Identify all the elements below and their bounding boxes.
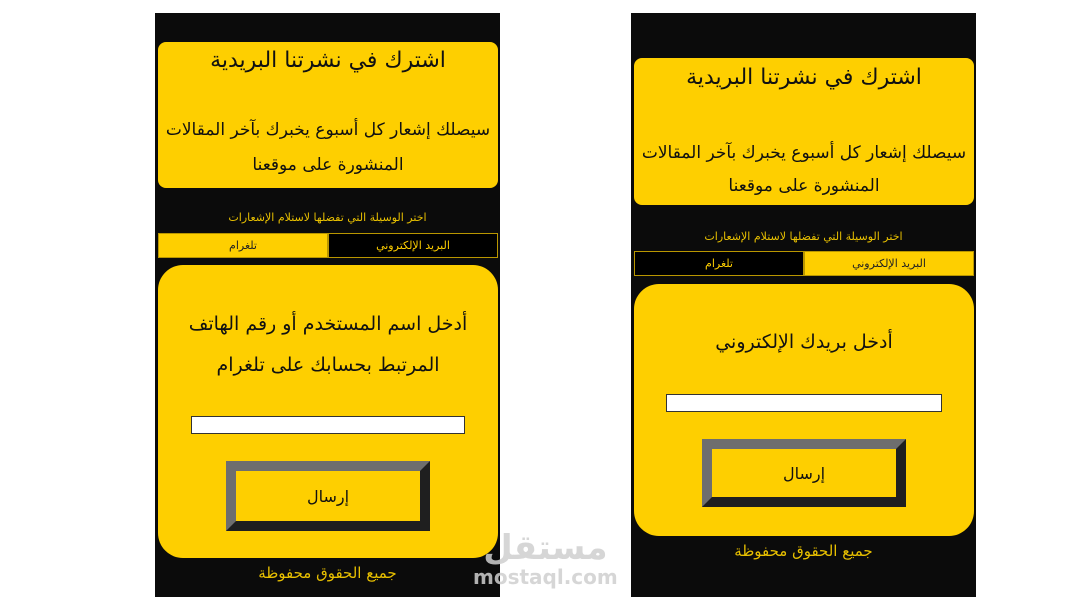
- prompt-line1: أدخل اسم المستخدم أو رقم الهاتف: [188, 313, 468, 335]
- telegram-username-input[interactable]: [191, 416, 465, 434]
- email-form-card: [634, 284, 974, 536]
- header-desc-line1: سيصلك إشعار كل أسبوع يخبرك بآخر المقالات: [641, 143, 967, 163]
- header-desc-line2: المنشورة على موقعنا: [252, 155, 404, 175]
- header-desc-line1: سيصلك إشعار كل أسبوع يخبرك بآخر المقالات: [165, 120, 491, 140]
- telegram-form-card: [158, 265, 498, 558]
- watermark-arabic: مستقل: [483, 528, 608, 568]
- method-tabs: [158, 233, 498, 258]
- tab-email[interactable]: البريد الإلكتروني: [328, 233, 498, 258]
- method-label: اختر الوسيلة التي تفضلها لاستلام الإشعارات: [704, 230, 903, 243]
- tab-telegram[interactable]: تلغرام: [634, 251, 804, 276]
- prompt-line1: أدخل بريدك الإلكتروني: [715, 331, 893, 353]
- email-input[interactable]: [666, 394, 942, 412]
- mostaql-watermark-logo: [473, 530, 618, 588]
- method-label: اختر الوسيلة التي تفضلها لاستلام الإشعارات: [228, 211, 427, 224]
- header-title: اشترك في نشرتنا البريدية: [210, 48, 446, 73]
- method-tabs: [634, 251, 974, 276]
- header-title: اشترك في نشرتنا البريدية: [686, 65, 922, 90]
- footer-copyright: جميع الحقوق محفوظة: [258, 564, 397, 582]
- newsletter-header-card: [634, 58, 974, 205]
- watermark-latin: mostaql.com: [473, 565, 618, 589]
- email-screen: [631, 13, 976, 597]
- header-desc-line2: المنشورة على موقعنا: [728, 176, 880, 196]
- prompt-line2: المرتبط بحسابك على تلغرام: [216, 354, 440, 376]
- submit-button[interactable]: إرسال: [702, 439, 906, 507]
- tab-telegram[interactable]: تلغرام: [158, 233, 328, 258]
- telegram-screen: [155, 13, 500, 597]
- submit-button[interactable]: إرسال: [226, 461, 430, 531]
- newsletter-header-card: [158, 42, 498, 188]
- tab-email[interactable]: البريد الإلكتروني: [804, 251, 974, 276]
- footer-copyright: جميع الحقوق محفوظة: [734, 542, 873, 560]
